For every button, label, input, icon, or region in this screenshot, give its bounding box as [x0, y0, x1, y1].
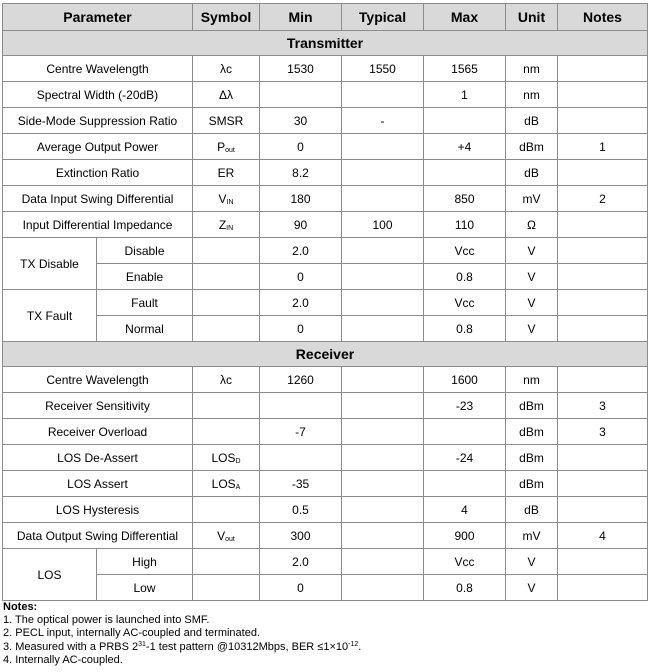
table-row: [3, 367, 648, 393]
symbol-subscript: out: [225, 535, 235, 543]
header-unit: Unit: [506, 4, 558, 31]
table-row: [3, 264, 648, 290]
typ-cell: [342, 445, 424, 471]
sub-param-cell: Disable: [97, 238, 193, 264]
param-cell: Data Input Swing Differential: [3, 186, 193, 212]
typ-cell: [342, 523, 424, 549]
max-cell: +4: [424, 134, 506, 160]
symbol-cell: [193, 497, 260, 523]
min-cell: 90: [260, 212, 342, 238]
typ-cell: [342, 186, 424, 212]
param-cell: Extinction Ratio: [3, 160, 193, 186]
notes-cell: [558, 575, 648, 601]
symbol-subscript: IN: [226, 198, 234, 206]
sub-param-cell: Fault: [97, 290, 193, 316]
typ-cell: [342, 549, 424, 575]
notes-cell: [558, 445, 648, 471]
header-min: Min: [260, 4, 342, 31]
symbol-subscript: A: [235, 483, 241, 491]
notes-cell: 2: [558, 186, 648, 212]
param-cell: Average Output Power: [3, 134, 193, 160]
max-cell: 1: [424, 82, 506, 108]
symbol-main: P: [217, 139, 226, 154]
symbol-cell: [193, 393, 260, 419]
note-3-text: -1 test pattern @10312Mbps, BER ≤1×10: [145, 641, 349, 654]
unit-cell: V: [506, 264, 558, 290]
min-cell: 0: [260, 575, 342, 601]
notes-cell: [558, 264, 648, 290]
section-transmitter: [3, 31, 648, 56]
note-4: 4. Internally AC-coupled.: [3, 654, 123, 667]
section-title: Receiver: [3, 342, 648, 367]
unit-cell: dB: [506, 497, 558, 523]
symbol-main: Z: [218, 217, 227, 232]
typ-cell: [342, 290, 424, 316]
notes-cell: 3: [558, 419, 648, 445]
notes-cell: 4: [558, 523, 648, 549]
typ-cell: [342, 264, 424, 290]
table-row: [3, 549, 648, 575]
unit-cell: nm: [506, 56, 558, 82]
unit-cell: mV: [506, 186, 558, 212]
table-row: [3, 471, 648, 497]
sub-param-cell: Enable: [97, 264, 193, 290]
typ-cell: [342, 316, 424, 342]
sub-param-cell: Normal: [97, 316, 193, 342]
min-cell: 0.5: [260, 497, 342, 523]
typ-cell: [342, 575, 424, 601]
notes-cell: [558, 238, 648, 264]
param-cell: LOS De-Assert: [3, 445, 193, 471]
max-cell: Vcc: [424, 238, 506, 264]
min-cell: [260, 393, 342, 419]
unit-cell: mV: [506, 523, 558, 549]
max-cell: 1600: [424, 367, 506, 393]
note-2: 2. PECL input, internally AC-coupled and terminated.: [3, 626, 261, 639]
unit-cell: dB: [506, 160, 558, 186]
specification-table: [2, 3, 648, 601]
symbol-cell: [193, 186, 260, 212]
note-3: [3, 639, 361, 654]
section-title: Transmitter: [3, 31, 648, 56]
min-cell: -7: [260, 419, 342, 445]
typ-cell: 100: [342, 212, 424, 238]
param-cell: Centre Wavelength: [3, 367, 193, 393]
unit-cell: V: [506, 290, 558, 316]
typ-cell: [342, 471, 424, 497]
notes-cell: [558, 316, 648, 342]
typ-cell: -: [342, 108, 424, 134]
unit-cell: nm: [506, 82, 558, 108]
symbol-subscript: D: [235, 457, 241, 465]
unit-cell: dBm: [506, 393, 558, 419]
header-row: [3, 4, 648, 31]
max-cell: 0.8: [424, 575, 506, 601]
typ-cell: 1550: [342, 56, 424, 82]
unit-cell: nm: [506, 367, 558, 393]
header-notes: Notes: [558, 4, 648, 31]
max-cell: [424, 419, 506, 445]
min-cell: 180: [260, 186, 342, 212]
symbol-cell: [193, 264, 260, 290]
notes-cell: [558, 290, 648, 316]
unit-cell: V: [506, 549, 558, 575]
max-cell: 1565: [424, 56, 506, 82]
group-label: TX Disable: [3, 238, 97, 290]
unit-cell: dBm: [506, 445, 558, 471]
header-parameter: Parameter: [3, 4, 193, 31]
footnotes: [3, 601, 361, 667]
min-cell: 2.0: [260, 549, 342, 575]
table-row: [3, 186, 648, 212]
symbol-main: V: [218, 191, 227, 206]
unit-cell: dB: [506, 108, 558, 134]
group-label: TX Fault: [3, 290, 97, 342]
max-cell: 0.8: [424, 316, 506, 342]
unit-cell: V: [506, 316, 558, 342]
symbol-cell: [193, 523, 260, 549]
max-cell: 110: [424, 212, 506, 238]
unit-cell: dBm: [506, 134, 558, 160]
note-3-exponent: -12: [348, 641, 359, 649]
param-cell: Side-Mode Suppression Ratio: [3, 108, 193, 134]
symbol-main: V: [217, 528, 226, 543]
min-cell: 8.2: [260, 160, 342, 186]
symbol-cell: [193, 290, 260, 316]
note-3-exponent: 31: [138, 641, 146, 649]
symbol-cell: [193, 445, 260, 471]
notes-title: Notes:: [3, 601, 38, 613]
notes-cell: [558, 212, 648, 238]
symbol-cell: [193, 316, 260, 342]
header-typical: Typical: [342, 4, 424, 31]
max-cell: [424, 108, 506, 134]
typ-cell: [342, 419, 424, 445]
unit-cell: dBm: [506, 419, 558, 445]
typ-cell: [342, 497, 424, 523]
max-cell: -24: [424, 445, 506, 471]
notes-cell: [558, 471, 648, 497]
header-max: Max: [424, 4, 506, 31]
symbol-cell: ER: [193, 160, 260, 186]
table-row: [3, 316, 648, 342]
max-cell: 900: [424, 523, 506, 549]
max-cell: [424, 160, 506, 186]
typ-cell: [342, 367, 424, 393]
min-cell: 300: [260, 523, 342, 549]
symbol-cell: λc: [193, 56, 260, 82]
unit-cell: dBm: [506, 471, 558, 497]
note-3-text: .: [358, 641, 362, 654]
table-row: [3, 290, 648, 316]
min-cell: 1260: [260, 367, 342, 393]
notes-cell: [558, 549, 648, 575]
table-row: [3, 238, 648, 264]
param-cell: Receiver Sensitivity: [3, 393, 193, 419]
notes-cell: [558, 56, 648, 82]
symbol-cell: [193, 212, 260, 238]
symbol-cell: [193, 471, 260, 497]
symbol-cell: [193, 238, 260, 264]
notes-cell: [558, 160, 648, 186]
symbol-subscript: IN: [226, 224, 234, 232]
table-row: [3, 575, 648, 601]
symbol-main: LOS: [211, 476, 236, 491]
param-cell: LOS Assert: [3, 471, 193, 497]
min-cell: 30: [260, 108, 342, 134]
symbol-cell: Δλ: [193, 82, 260, 108]
unit-cell: Ω: [506, 212, 558, 238]
param-cell: LOS Hysteresis: [3, 497, 193, 523]
symbol-cell: λc: [193, 367, 260, 393]
max-cell: 0.8: [424, 264, 506, 290]
header-symbol: Symbol: [193, 4, 260, 31]
max-cell: 850: [424, 186, 506, 212]
typ-cell: [342, 238, 424, 264]
sub-param-cell: High: [97, 549, 193, 575]
typ-cell: [342, 82, 424, 108]
typ-cell: [342, 393, 424, 419]
table-row: [3, 445, 648, 471]
notes-cell: [558, 108, 648, 134]
notes-cell: 3: [558, 393, 648, 419]
param-cell: Centre Wavelength: [3, 56, 193, 82]
param-cell: Data Output Swing Differential: [3, 523, 193, 549]
note-3-text: 3. Measured with a PRBS 2: [3, 641, 139, 654]
symbol-subscript: out: [225, 146, 235, 154]
table-row: [3, 393, 648, 419]
table-row: [3, 82, 648, 108]
table-row: [3, 160, 648, 186]
table-row: [3, 497, 648, 523]
min-cell: [260, 82, 342, 108]
min-cell: 1530: [260, 56, 342, 82]
typ-cell: [342, 134, 424, 160]
section-receiver: [3, 342, 648, 367]
group-label: LOS: [3, 549, 97, 601]
max-cell: 4: [424, 497, 506, 523]
note-1: 1. The optical power is launched into SMF.: [3, 613, 210, 626]
typ-cell: [342, 160, 424, 186]
max-cell: Vcc: [424, 549, 506, 575]
symbol-main: LOS: [211, 450, 236, 465]
symbol-cell: [193, 575, 260, 601]
max-cell: Vcc: [424, 290, 506, 316]
table-row: [3, 108, 648, 134]
symbol-cell: SMSR: [193, 108, 260, 134]
param-cell: Receiver Overload: [3, 419, 193, 445]
table-row: [3, 56, 648, 82]
min-cell: 0: [260, 134, 342, 160]
min-cell: -35: [260, 471, 342, 497]
min-cell: 0: [260, 264, 342, 290]
max-cell: -23: [424, 393, 506, 419]
min-cell: 2.0: [260, 238, 342, 264]
symbol-cell: [193, 419, 260, 445]
min-cell: 2.0: [260, 290, 342, 316]
notes-cell: [558, 82, 648, 108]
table-row: [3, 523, 648, 549]
table-row: [3, 419, 648, 445]
min-cell: 0: [260, 316, 342, 342]
unit-cell: V: [506, 238, 558, 264]
notes-cell: 1: [558, 134, 648, 160]
notes-cell: [558, 497, 648, 523]
param-cell: Input Differential Impedance: [3, 212, 193, 238]
unit-cell: V: [506, 575, 558, 601]
symbol-cell: [193, 134, 260, 160]
min-cell: [260, 445, 342, 471]
max-cell: [424, 471, 506, 497]
param-cell: Spectral Width (-20dB): [3, 82, 193, 108]
notes-cell: [558, 367, 648, 393]
table-row: [3, 134, 648, 160]
symbol-cell: [193, 549, 260, 575]
sub-param-cell: Low: [97, 575, 193, 601]
table-row: [3, 212, 648, 238]
